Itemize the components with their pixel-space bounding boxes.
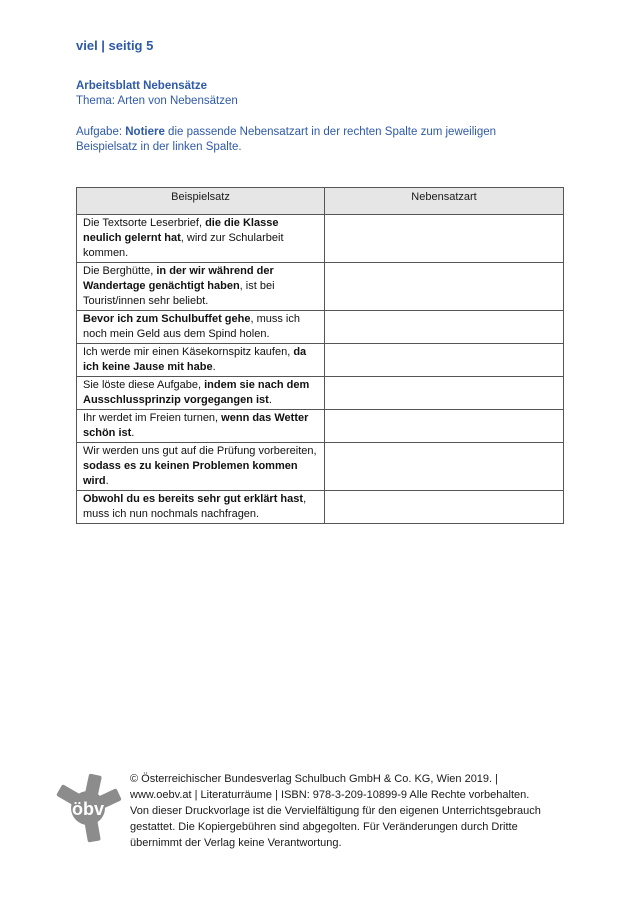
sentence-main: Die Textsorte Leserbrief, <box>83 217 206 229</box>
example-sentence <box>77 377 325 410</box>
example-sentence <box>77 311 325 344</box>
sentence-subclause: sodass es zu keinen Problemen kommen wird <box>83 460 298 487</box>
worksheet-table <box>76 187 564 524</box>
answer-cell[interactable] <box>325 344 564 377</box>
table-row <box>77 311 564 344</box>
sentence-subclause: Bevor ich zum Schulbuffet gehe <box>83 313 251 325</box>
example-sentence <box>77 215 325 263</box>
table-header-row <box>77 188 564 215</box>
sentence-rest: , muss ich noch mein Geld aus dem Spind holen. <box>83 313 300 340</box>
sentence-subclause: da ich keine Jause mit habe <box>83 346 307 373</box>
sentence-main: Sie löste diese Aufgabe, <box>83 379 205 391</box>
page-header: viel | seitig 5 <box>76 38 154 53</box>
sentence-rest: . <box>268 394 272 406</box>
sentence-rest: . <box>131 427 135 439</box>
answer-cell[interactable] <box>325 377 564 410</box>
sentence-rest: . <box>105 475 109 487</box>
sentence-subclause: in der wir während der Wandertage genächtigt haben <box>83 265 274 292</box>
task-text: die passende Nebensatzart in der rechten Spalte zum jeweiligen Beispielsatz in der linken Spalte. <box>76 126 497 153</box>
answer-cell[interactable] <box>325 311 564 344</box>
example-sentence <box>77 491 325 524</box>
copyright-footer: © Österreichischer Bundesverlag Schulbuch GmbH & Co. KG, Wien 2019. | www.oebv.at | Literaturräume | ISBN: 978-3-209-10899-9 Alle Rechte vorbehalten. Von dieser Druckvorlage ist die Vervielfältigung für den eigenen Unterrichtsgebrauch gestattet. Die Kopiergebühren sind abgegolten. Für Veränderungen durch Dritte übernimmt der Verlag keine Verantwortung. <box>130 773 541 849</box>
table-row <box>77 443 564 491</box>
sentence-main: Ihr werdet im Freien turnen, <box>83 412 222 424</box>
logo-text: öbv <box>71 799 105 819</box>
example-sentence <box>77 410 325 443</box>
table-row <box>77 344 564 377</box>
table-row <box>77 491 564 524</box>
task-verb: Notiere <box>125 126 165 138</box>
sentence-main: Ich werde mir einen Käsekornspitz kaufen, <box>83 346 294 358</box>
example-sentence <box>77 263 325 311</box>
sentence-rest: , muss ich nun nochmals nachfragen. <box>83 493 307 520</box>
sentence-subclause: Obwohl du es bereits sehr gut erklärt hast <box>83 493 304 505</box>
table-row <box>77 410 564 443</box>
oebv-logo <box>52 772 124 844</box>
task-instruction <box>76 125 546 155</box>
answer-cell[interactable] <box>325 443 564 491</box>
column-header-nebensatzart: Nebensatzart <box>325 188 564 215</box>
sentence-subclause: indem sie nach dem Ausschlussprinzip vorgegangen ist <box>83 379 310 406</box>
sentence-rest: , wird zur Schularbeit kommen. <box>83 232 284 259</box>
worksheet-subtitle: Thema: Arten von Nebensätzen <box>76 95 238 107</box>
worksheet-title: Arbeitsblatt Nebensätze <box>76 80 208 92</box>
answer-cell[interactable] <box>325 491 564 524</box>
sentence-subclause: die die Klasse neulich gelernt hat <box>83 217 279 244</box>
sentence-main: Wir werden uns gut auf die Prüfung vorbereiten, <box>83 445 317 457</box>
example-sentence <box>77 344 325 377</box>
table-row <box>77 263 564 311</box>
column-header-beispielsatz: Beispielsatz <box>77 188 325 215</box>
sentence-rest: , ist bei Tourist/innen sehr beliebt. <box>83 280 275 307</box>
answer-cell[interactable] <box>325 263 564 311</box>
table-row <box>77 377 564 410</box>
sentence-main: Die Berghütte, <box>83 265 157 277</box>
table-row <box>77 215 564 263</box>
example-sentence <box>77 443 325 491</box>
sentence-rest: . <box>212 361 216 373</box>
answer-cell[interactable] <box>325 410 564 443</box>
task-label: Aufgabe: <box>76 126 126 138</box>
answer-cell[interactable] <box>325 215 564 263</box>
sentence-subclause: wenn das Wetter schön ist <box>83 412 309 439</box>
